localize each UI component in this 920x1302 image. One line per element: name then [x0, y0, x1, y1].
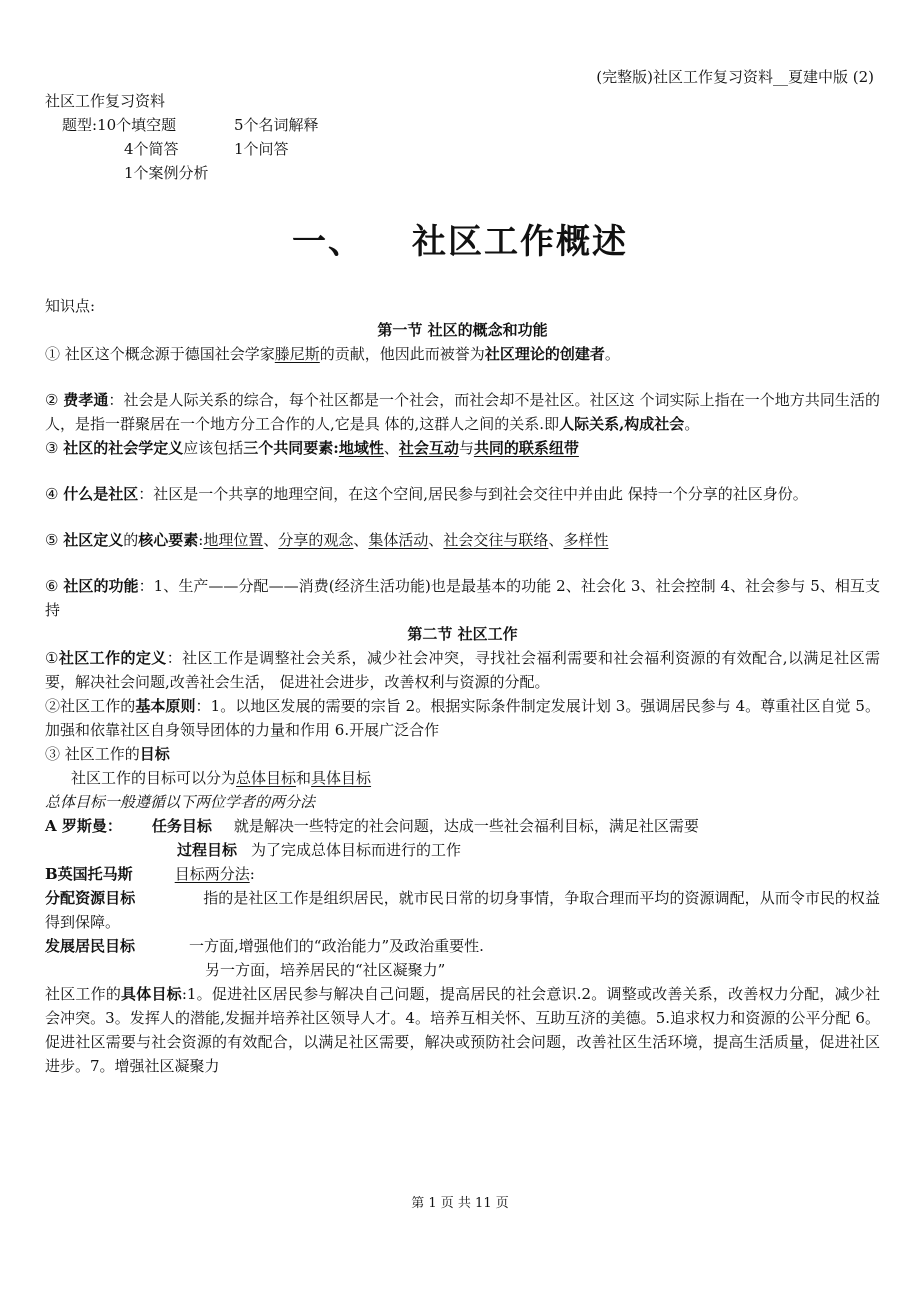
- s1-item-3: ③ 社区的社会学定义应该包括三个共同要素:地域性、社会互动与共同的联系纽带: [45, 439, 579, 457]
- content-body: [45, 294, 880, 1078]
- qtype-terms: 5个名词解释: [234, 116, 319, 134]
- chapter-number: 一、: [292, 222, 364, 262]
- qtype-essay: 1个问答: [234, 140, 289, 158]
- qtype-case: 1个案例分析: [124, 164, 209, 182]
- question-types: [62, 113, 176, 137]
- knowledge-label: 知识点:: [45, 297, 96, 315]
- thomas-development: 发展居民目标 一方面,增强他们的“政治能力”及政治重要性.: [45, 937, 484, 955]
- s2-item-2: ②社区工作的基本原则：1。以地区发展的需要的宗旨 2。根据实际条件制定发展计划 3。强调居民参与 4。尊重社区自觉 5。加强和依靠社区自身领导团体的力量和作用 6.开展广泛合作: [45, 697, 880, 739]
- qtype-prefix: 题型:: [62, 116, 98, 134]
- running-header: (完整版)社区工作复习资料__夏建中版 (2): [596, 68, 874, 86]
- document-title: 社区工作复习资料: [45, 92, 166, 110]
- s2-goal-note: 总体目标一般遵循以下两位学者的两分法: [45, 793, 316, 811]
- chapter-name: 社区工作概述: [412, 222, 628, 262]
- page-footer: 第 1 页 共 11 页: [411, 1196, 509, 1211]
- s2-item-3: ③ 社区工作的目标: [45, 745, 170, 763]
- s1-item-2: ② 费孝通：社会是人际关系的综合，每个社区都是一个社会，而社会却不是社区。社区这 个词实际上指在一个地方共同生活的人，是指一群聚居在一个地方分工合作的人,它是具 体的,这群人之间的关系.即人际关系,构成社会。: [45, 391, 880, 433]
- thomas-heading: B英国托马斯 目标两分法:: [45, 865, 255, 883]
- s1-item-4: ④ 什么是社区：社区是一个共享的地理空间，在这个空间,居民参与到社会交往中并由此 保持一个分享的社区身份。: [45, 485, 808, 503]
- s1-item-6: ⑥ 社区的功能：1、生产——分配——消费(经济生活功能)也是最基本的功能 2、社会化 3、社会控制 4、社会参与 5、相互支持: [45, 577, 880, 619]
- s1-item-1: ① 社区这个概念源于德国社会学家滕尼斯的贡献，他因此而被誉为社区理论的创建者。: [45, 345, 620, 363]
- section-2-heading: 第二节 社区工作: [407, 625, 518, 643]
- s2-goal-types: 社区工作的目标可以分为总体目标和具体目标: [71, 769, 372, 787]
- s1-item-5: ⑤ 社区定义的核心要素:地理位置、分享的观念、集体活动、社会交往与联络、多样性: [45, 531, 609, 549]
- s2-specific-goals: 社区工作的具体目标:1。促进社区居民参与解决自己问题，提高居民的社会意识.2。调整或改善关系，改善权力分配，减少社会冲突。3。发挥人的潜能,发掘并培养社区领导人才。4。培养互相关怀、互助互济的美德。5.追求权力和资源的公平分配 6。促进社区需要与社会资源的有效配合，以满足社区需要，解决或预防社会问题，改善社区生活环境，提高生活质量，促进社区进步。7。增强社区凝聚力: [45, 985, 880, 1075]
- thomas-development-2: 另一方面，培养居民的“社区凝聚力”: [205, 961, 446, 979]
- s2-item-1: ①社区工作的定义：社区工作是调整社会关系，减少社会冲突，寻找社会福利需要和社会福利资源的有效配合,以满足社区需要，解决社会问题,改善社会生活， 促进社会进步，改善权利与资源的分配。: [45, 649, 880, 691]
- rothman-process: 过程目标 为了完成总体目标而进行的工作: [177, 841, 462, 859]
- section-1-heading: 第一节 社区的概念和功能: [377, 321, 548, 339]
- qtype-fill: 10个填空题: [97, 116, 177, 134]
- qtype-short: 4个简答: [124, 140, 179, 158]
- thomas-distribution: 分配资源目标 指的是社区工作是组织居民，就市民日常的切身事情，争取合理而平均的资源调配，从而令市民的权益得到保障。: [45, 889, 880, 931]
- chapter-title: [0, 214, 920, 263]
- rothman-task: A 罗斯曼： 任务目标 就是解决一些特定的社会问题，达成一些社会福利目标，满足社区需要: [45, 817, 699, 835]
